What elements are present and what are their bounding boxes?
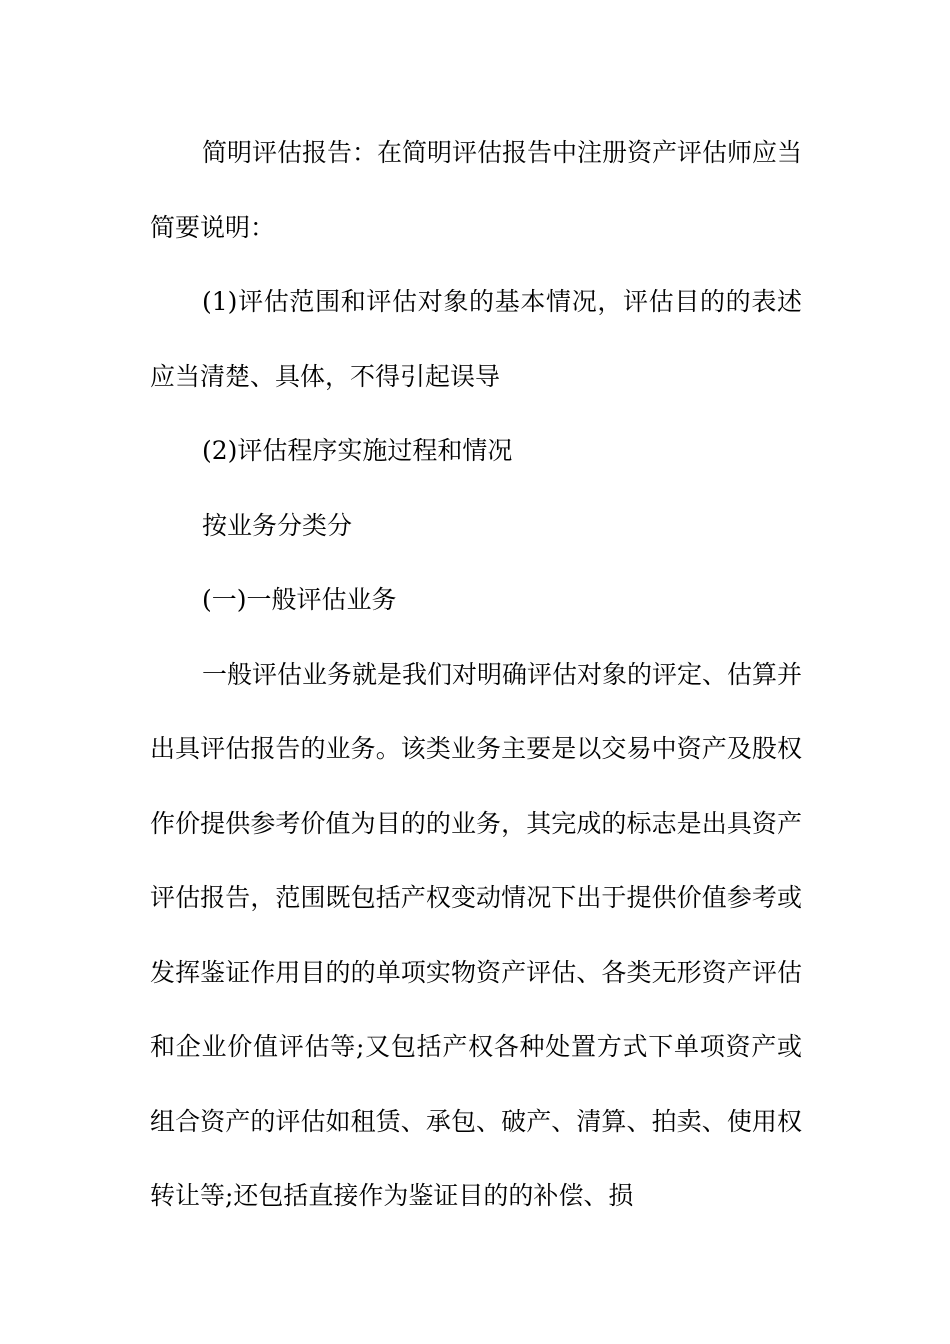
paragraph-general-business: 一般评估业务就是我们对明确评估对象的评定、估算并出具评估报告的业务。该类业务主要是以交易中资产及股权作价提供参考价值为目的的业务，其完成的标志是出具资产评估报告，范围既包括产权变动情况下出于提供价值参考或发挥鉴证作用目的的单项实物资产评估、各类无形资产评估和企业价值评估等;又包括产权各种处置方式下单项资产或组合资产的评估如租赁、承包、破产、清算、拍卖、使用权转让等;还包括直接作为鉴证目的的补偿、损 xyxy=(150,659,803,1210)
paragraph-item-2: (2)评估程序实施过程和情况 xyxy=(202,436,513,465)
paragraph-brief-report-intro: 简明评估报告：在简明评估报告中注册资产评估师应当简要说明： xyxy=(150,138,803,242)
document-body xyxy=(150,116,802,1234)
subsection-heading-general: (一)一般评估业务 xyxy=(202,585,397,614)
paragraph-item-1: (1)评估范围和评估对象的基本情况，评估目的的表述应当清楚、具体，不得引起误导 xyxy=(150,287,802,391)
section-heading-by-business: 按业务分类分 xyxy=(202,510,353,540)
